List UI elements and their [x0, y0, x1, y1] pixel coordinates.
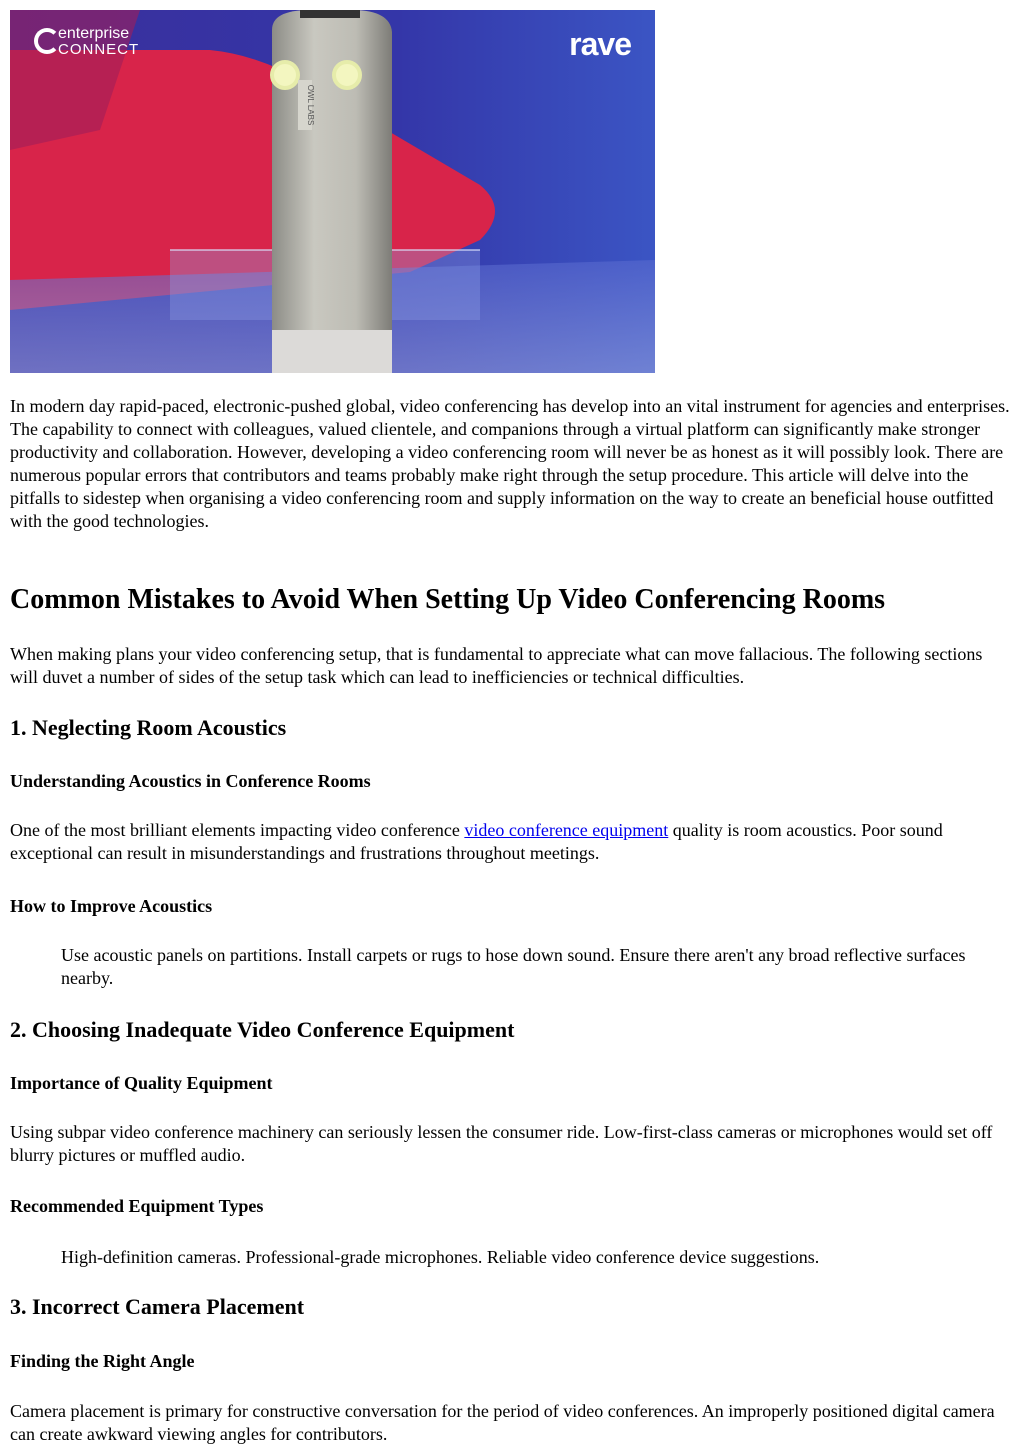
section-1-list: Use acoustic panels on partitions. Install carpets or rugs to hose down sound. Ensure there aren't any broad reflective surfaces nearby. [61, 945, 966, 988]
section-3-heading: 3. Incorrect Camera Placement [10, 1294, 305, 1319]
intro-paragraph: In modern day rapid-paced, electronic-pushed global, video conferencing has develop into an vital instrument for agencies and enterprises. The capability to connect with colleagues, valued clientele, and companions through a virtual platform can significantly make stronger productivity and collaboration. However, developing a video conferencing room will never be as honest as it will possibly look. There are numerous popular errors that contributors and teams probably make right through the setup procedure. This article will delve into the pitfalls to sidestep when organising a video conferencing room and supply information on the way to create an beneficial house outfitted with the good technologies. [10, 396, 1010, 531]
device-label: OWL LABS [306, 84, 315, 126]
section-3-subheading-1: Finding the Right Angle [10, 1351, 195, 1371]
conference-camera-photo [10, 10, 655, 373]
section-1-text-before: One of the most brilliant elements impacting video conference [10, 820, 465, 840]
article [10, 10, 1014, 1444]
enterprise-connect-logo [34, 26, 139, 57]
main-heading: Common Mistakes to Avoid When Setting Up Video Conferencing Rooms [10, 584, 886, 615]
hero-image [10, 10, 655, 373]
section-1-heading: 1. Neglecting Room Acoustics [10, 715, 287, 740]
main-intro-paragraph: When making plans your video conferencing setup, that is fundamental to appreciate what can move fallacious. The following sections will duvet a number of sides of the setup task which can lead to inefficiencies or technical difficulties. [10, 644, 983, 687]
rave-logo: rave [569, 26, 631, 62]
section-3-paragraph: Camera placement is primary for constructive conversation for the period of video conferences. An improperly positioned digital camera can create awkward viewing angles for contributors. [10, 1401, 995, 1444]
section-2-list: High-definition cameras. Professional-grade microphones. Reliable video conference device suggestions. [61, 1247, 820, 1267]
section-2-subheading-1: Importance of Quality Equipment [10, 1073, 273, 1093]
logo-word-connect: CONNECT [58, 41, 140, 58]
section-2-paragraph: Using subpar video conference machinery can seriously lessen the consumer ride. Low-first-class cameras or microphones would set off blurry pictures or muffled audio. [10, 1122, 993, 1165]
logo-ring-icon [34, 28, 60, 54]
logo-word-enterprise: enterprise [58, 25, 130, 42]
section-1-subheading-1: Understanding Acoustics in Conference Rooms [10, 771, 371, 791]
video-conference-equipment-link[interactable]: video conference equipment [464, 820, 669, 840]
section-1-subheading-2: How to Improve Acoustics [10, 896, 213, 916]
section-1-text-after: quality is room acoustics. Poor sound exceptional can result in misunderstandings and frustrations throughout meetings. [10, 820, 943, 863]
section-2-subheading-2: Recommended Equipment Types [10, 1196, 264, 1216]
section-1-paragraph [10, 819, 1014, 865]
section-2-heading: 2. Choosing Inadequate Video Conference Equipment [10, 1017, 515, 1042]
